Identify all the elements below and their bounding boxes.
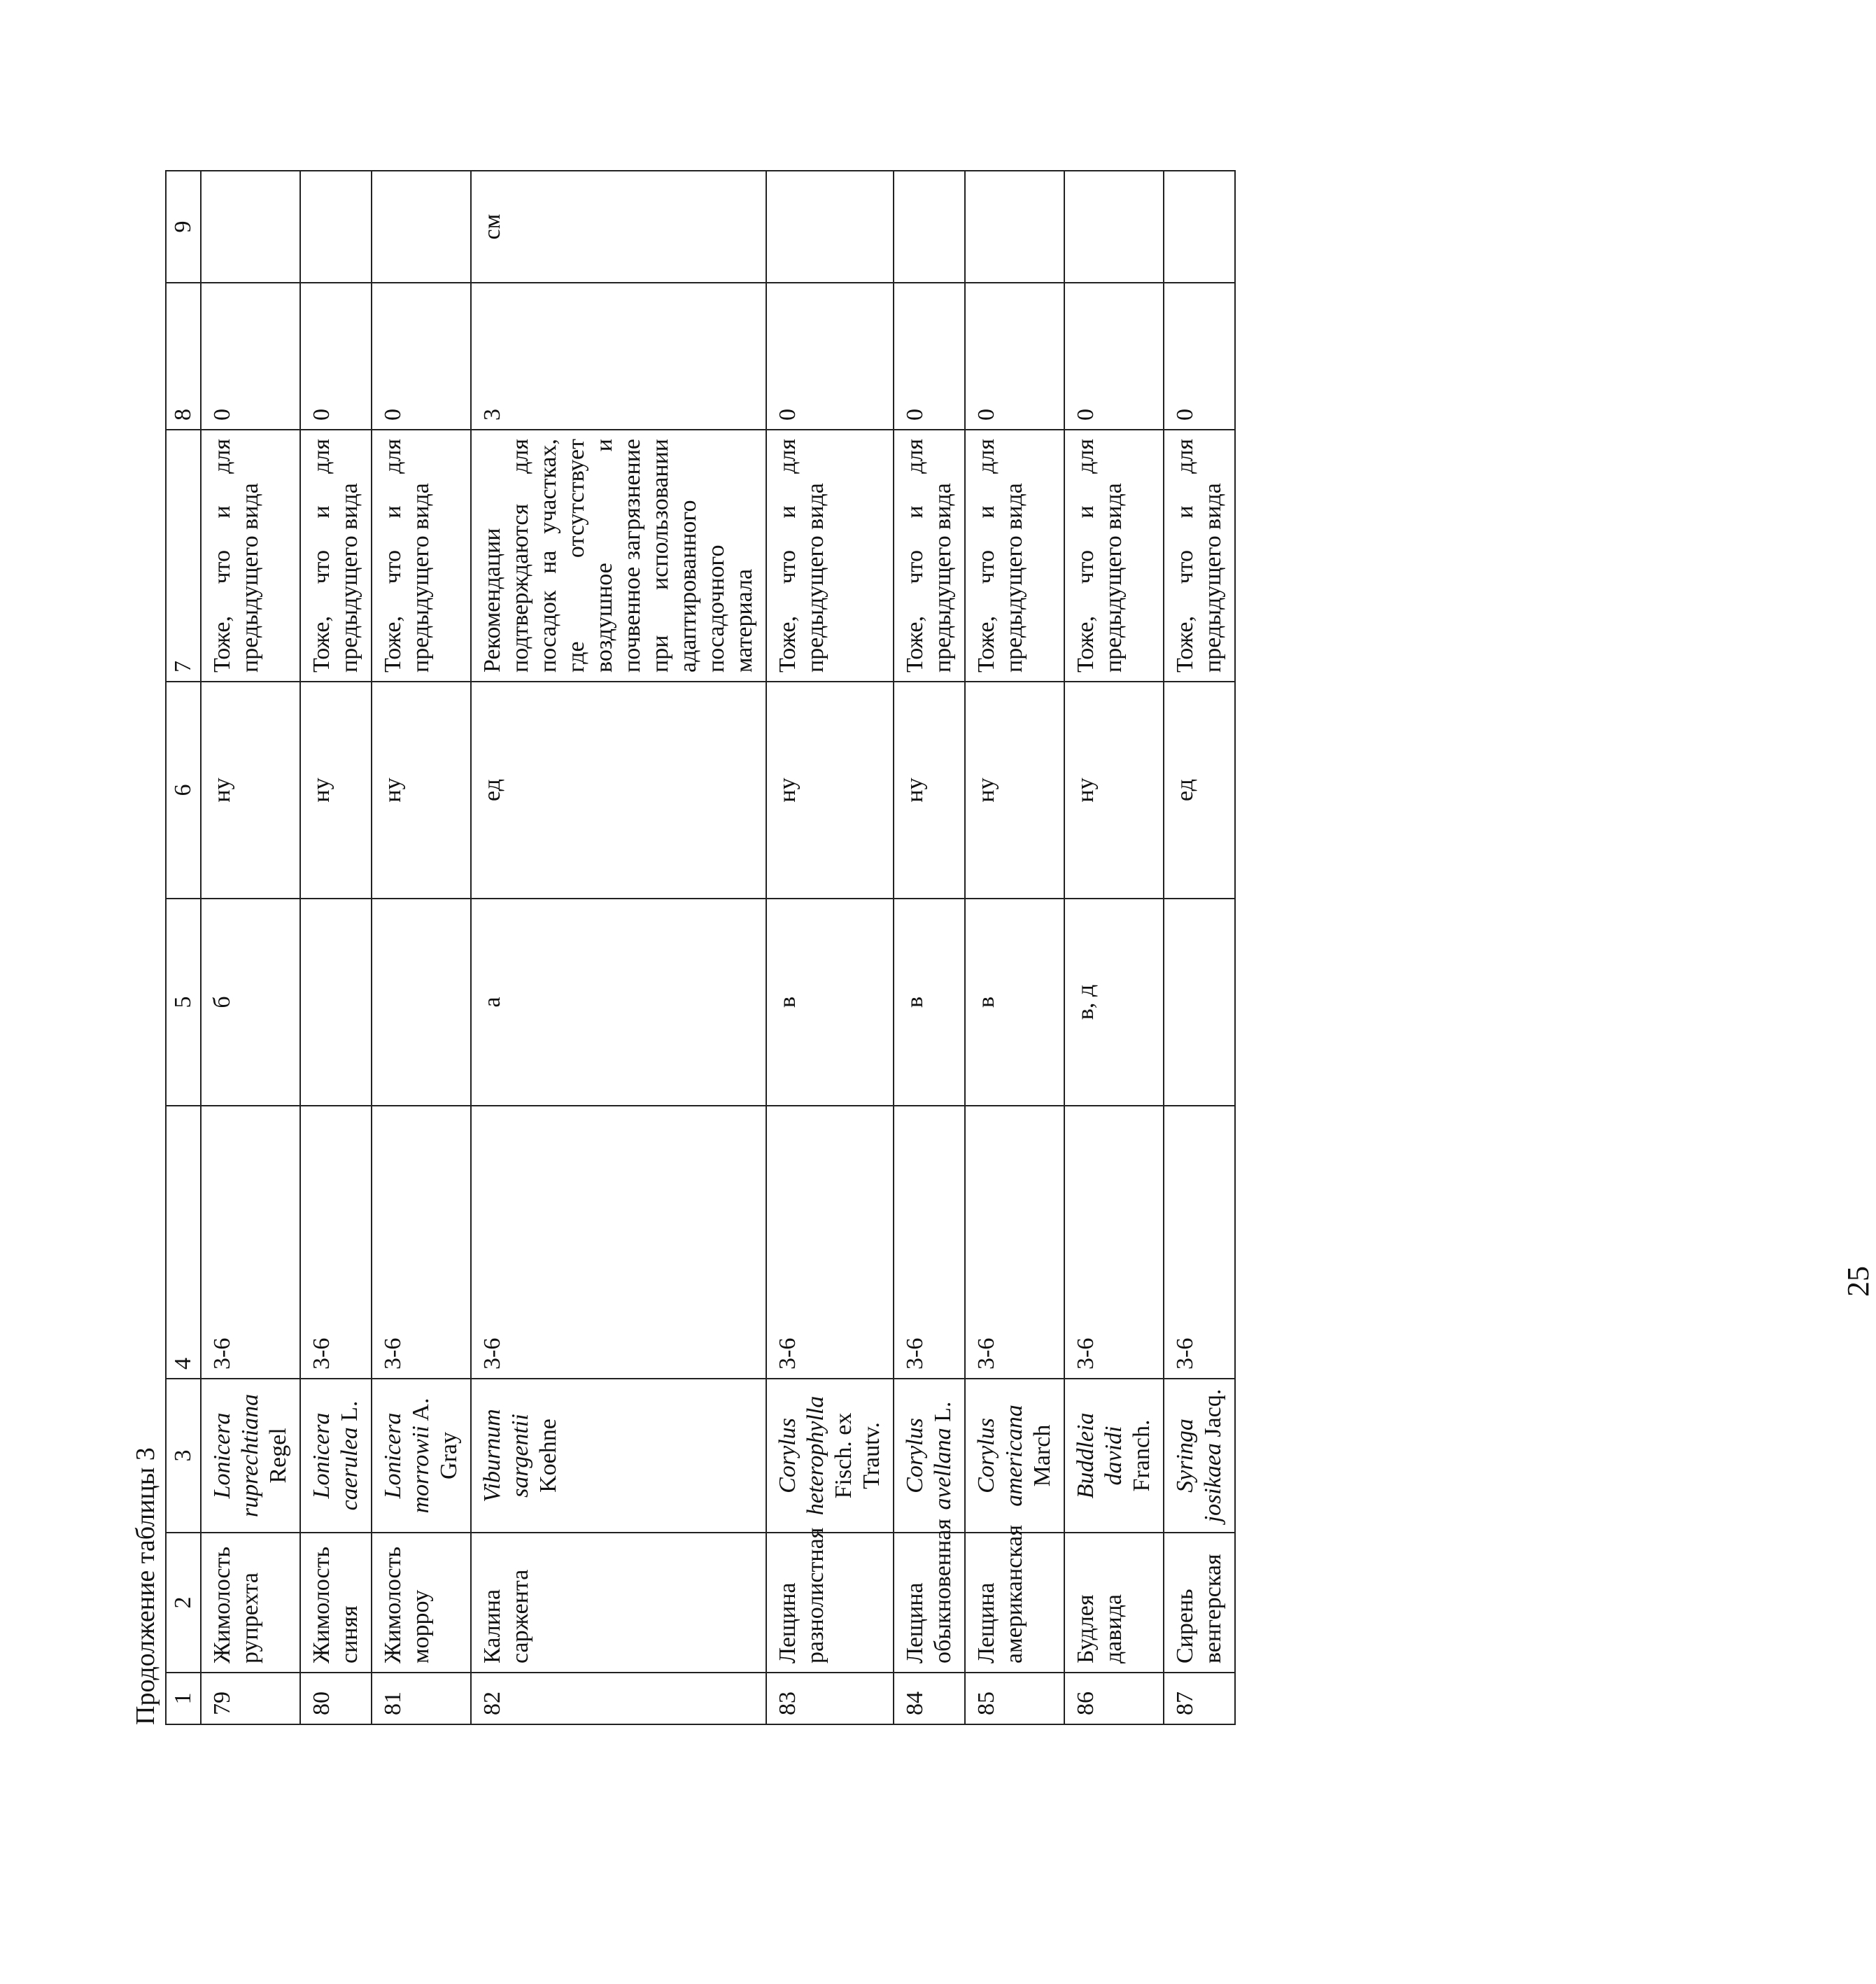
note [894,171,965,283]
note [965,171,1064,283]
author: Fisch. ex Trautv. [831,1412,884,1499]
category: в, д [1064,899,1164,1106]
table-row [300,171,372,1724]
category: в [766,899,894,1106]
scientific-name [965,1379,1064,1533]
scientific-name [300,1379,372,1533]
latin-name: Lonicera morrowii [380,1412,434,1514]
recommendation: Тоже, что и для предыдущего вида [894,430,965,682]
score: 0 [894,283,965,430]
header-cell: 5 [166,899,201,1106]
scientific-name [372,1379,471,1533]
note [201,171,300,283]
latin-name: Viburnum sargentii [479,1409,533,1503]
header-cell: 2 [166,1533,201,1673]
latin-name: Corylus heterophylla [775,1395,828,1516]
note [766,171,894,283]
zone-range: 3-6 [894,1106,965,1379]
header-cell: 7 [166,430,201,682]
category: в [894,899,965,1106]
status: ну [372,682,471,899]
row-number: 85 [965,1673,1064,1724]
row-number: 87 [1164,1673,1235,1724]
score: 0 [766,283,894,430]
recommendation: Тоже, что и для предыдущего вида [1164,430,1235,682]
status: ну [201,682,300,899]
author: L. [337,1400,362,1421]
latin-name: Buddleia davidi [1073,1412,1127,1499]
score: 0 [1164,283,1235,430]
header-cell: 8 [166,283,201,430]
recommendation: Рекомендации подтверждаются для посадок на участках, где отсутствует воздушное и почвенное загрязнение при использовании адаптированного посадочного материала [471,430,766,682]
score: 0 [300,283,372,430]
scientific-name [201,1379,300,1533]
author: L. [930,1401,956,1422]
status: ну [1064,682,1164,899]
score: 0 [201,283,300,430]
row-number: 81 [372,1673,471,1724]
recommendation: Тоже, что и для предыдущего вида [1064,430,1164,682]
note [300,171,372,283]
author: Koehne [535,1419,561,1493]
table-row [372,171,471,1724]
status: ну [766,682,894,899]
scientific-name [471,1379,766,1533]
category [1164,899,1235,1106]
scientific-name [766,1379,894,1533]
common-name: Жимолость морроу [372,1533,471,1673]
author: March [1029,1424,1055,1487]
header-cell: 9 [166,171,201,283]
common-name: Лещина разнолистная [766,1533,894,1673]
recommendation: Тоже, что и для предыдущего вида [372,430,471,682]
table-caption: Продолжение таблицы 3 [131,1447,160,1725]
header-cell: 6 [166,682,201,899]
note: см [471,171,766,283]
zone-range: 3-6 [965,1106,1064,1379]
zone-range: 3-6 [300,1106,372,1379]
species-table [165,170,1236,1725]
status: ед [471,682,766,899]
row-number: 80 [300,1673,372,1724]
table-row [201,171,300,1724]
header-cell: 4 [166,1106,201,1379]
table-row [1064,171,1164,1724]
note [1164,171,1235,283]
recommendation: Тоже, что и для предыдущего вида [201,430,300,682]
row-number: 82 [471,1673,766,1724]
common-name: Жимолость рупрехта [201,1533,300,1673]
scientific-name [1164,1379,1235,1533]
note [372,171,471,283]
scientific-name [894,1379,965,1533]
category [372,899,471,1106]
latin-name: Lonicera caerulea [309,1412,362,1511]
common-name: Лещина обыкновенная [894,1533,965,1673]
category: а [471,899,766,1106]
table-row [471,171,766,1724]
score: 0 [1064,283,1164,430]
recommendation: Тоже, что и для предыдущего вида [965,430,1064,682]
author: Franch. [1129,1419,1155,1492]
zone-range: 3-6 [1164,1106,1235,1379]
header-cell: 1 [166,1673,201,1724]
note [1064,171,1164,283]
row-number: 86 [1064,1673,1164,1724]
latin-name: Syringa josikaea [1172,1419,1226,1523]
category: б [201,899,300,1106]
status: ну [894,682,965,899]
zone-range: 3-6 [1064,1106,1164,1379]
zone-range: 3-6 [372,1106,471,1379]
table-row [766,171,894,1724]
table-row [965,171,1064,1724]
common-name: Будлея давида [1064,1533,1164,1673]
latin-name: Corylus avellana [902,1418,956,1510]
latin-name: Lonicera ruprechtiana [209,1393,263,1518]
author: Jacq. [1200,1388,1226,1437]
row-number: 79 [201,1673,300,1724]
author: Regel [265,1428,291,1484]
score: 0 [372,283,471,430]
score: 3 [471,283,766,430]
status: ну [300,682,372,899]
common-name: Калина саржента [471,1533,766,1673]
zone-range: 3-6 [766,1106,894,1379]
common-name: Сирень венгерская [1164,1533,1235,1673]
status: ну [965,682,1064,899]
header-row [166,171,201,1724]
scientific-name [1064,1379,1164,1533]
common-name: Лещина американская [965,1533,1064,1673]
row-number: 84 [894,1673,965,1724]
common-name: Жимолость синяя [300,1533,372,1673]
zone-range: 3-6 [471,1106,766,1379]
author: A. Gray [408,1398,462,1479]
recommendation: Тоже, что и для предыдущего вида [300,430,372,682]
header-cell: 3 [166,1379,201,1533]
category: в [965,899,1064,1106]
score: 0 [965,283,1064,430]
page-number: 25 [1841,1266,1875,1297]
status: ед [1164,682,1235,899]
table-row [1164,171,1235,1724]
latin-name: Corylus americana [973,1405,1027,1507]
row-number: 83 [766,1673,894,1724]
category [300,899,372,1106]
table-row [894,171,965,1724]
recommendation: Тоже, что и для предыдущего вида [766,430,894,682]
zone-range: 3-6 [201,1106,300,1379]
